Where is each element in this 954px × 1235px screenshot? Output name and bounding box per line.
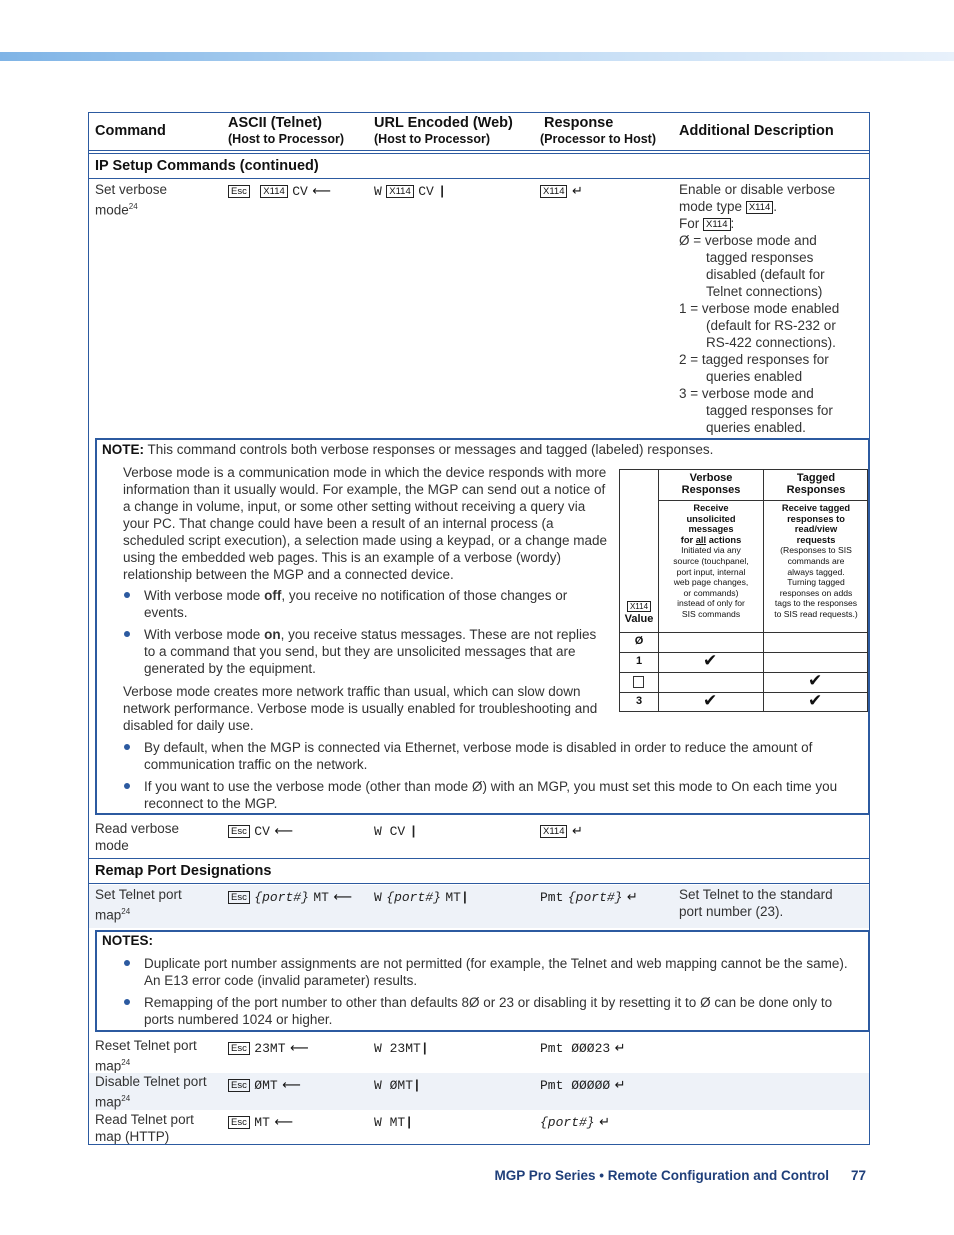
read-verbose-url: W CV | bbox=[374, 824, 418, 839]
esc-key: Esc bbox=[228, 185, 250, 198]
note-bullet-2: With verbose mode on, you receive status messages. These are not replies to a command that you send, but they are unsolicited messages that are generated by the equipment. bbox=[144, 627, 597, 676]
disable-telnet-url: W ØMT| bbox=[374, 1078, 421, 1093]
read-telnet-name: Read Telnet port map (HTTP) bbox=[95, 1112, 194, 1144]
read-telnet-response: {port#} ↵ bbox=[540, 1115, 610, 1130]
bullet bbox=[124, 631, 130, 637]
left-arrow-icon: ⟵ bbox=[274, 1115, 293, 1130]
return-arrow-icon: ↵ bbox=[614, 1078, 626, 1093]
notes-bullet-2: Remapping of the port number to other than defaults 8Ø or 23 or disabling it by resetting it to Ø can be done only to ports numbered 1024 or higher. bbox=[144, 995, 833, 1027]
col-response-sub: (Processor to Host) bbox=[540, 132, 656, 146]
header-divider-2 bbox=[89, 153, 869, 154]
read-telnet-url: W MT| bbox=[374, 1115, 414, 1130]
vt-value-header: X114 Value bbox=[624, 602, 654, 625]
col-url-sub: (Host to Processor) bbox=[374, 132, 490, 146]
notes-bullet-1: Duplicate port number assignments are not permitted (for example, the Telnet and web mapping cannot be the same). An E13 error code (invalid parameter) results. bbox=[144, 956, 848, 988]
reset-telnet-url: W 23MT| bbox=[374, 1041, 429, 1056]
bullet bbox=[124, 744, 130, 750]
vt-row-3: 3 bbox=[635, 695, 643, 707]
section-remap-title: Remap Port Designations bbox=[95, 863, 272, 879]
pipe-icon: | bbox=[413, 1078, 421, 1093]
note-bullet-4: If you want to use the verbose mode (other than mode Ø) with an MGP, you must set this mode to On each time you reconnect to the MGP. bbox=[144, 779, 838, 811]
return-arrow-icon: ↵ bbox=[571, 824, 583, 839]
col-ascii-sub: (Host to Processor) bbox=[228, 132, 344, 146]
disable-telnet-response: Pmt ØØØØØ ↵ bbox=[540, 1078, 626, 1093]
col-ascii: ASCII (Telnet) bbox=[228, 115, 322, 131]
note-bullet-1: With verbose mode off, you receive no notification of those changes or events. bbox=[144, 588, 568, 620]
vt-col-verbose: Verbose Responses bbox=[681, 472, 741, 496]
vt-tagged-desc: Receive tagged responses to read/view requests (Responses to SIS commands are always tagged. Turning tagged responses on adds tags to the responses to SIS read requests.) bbox=[774, 503, 858, 619]
set-telnet-url: W {port#} MT| bbox=[374, 890, 469, 905]
note-para1: Verbose mode is a communication mode in which the device responds with more information than it usually would. For example, the MGP can send out a notice of a change in volume, input, or some other setting without receiving a query via your PC. That change could have been a result of an internal process (a scheduled script execution), a selection made using a keypad, or a change made using the embedded web pages. This is an example of a verbose (wordy) relationship between the MGP and a connected device. bbox=[123, 465, 608, 582]
vt-verbose-desc: Receive unsolicited messages for all actions Initiated via any source (touchpanel, port input, internal web page changes, or commands) instead of only for SIS commands bbox=[673, 503, 749, 619]
col-url: URL Encoded (Web) bbox=[374, 115, 513, 131]
col-command: Command bbox=[95, 123, 166, 139]
left-arrow-icon: ⟵ bbox=[289, 1041, 309, 1056]
header-bar bbox=[0, 52, 954, 61]
left-arrow-icon: ⟵ bbox=[312, 184, 331, 199]
vt-col-tagged: Tagged Responses bbox=[786, 472, 846, 496]
reset-telnet-ascii: Esc 23MT ⟵ bbox=[228, 1039, 309, 1057]
set-verbose-desc: Enable or disable verbose mode type X114 . For X114 : Ø = verbose mode and tagged responses disabled (default for Telnet connections) 1 = verbose mode enabled (default for RS-232 or RS-422 connections). 2 = tagged responses for queries enabled 3 = verbose mode and tagged responses for queries enabled. bbox=[679, 182, 840, 435]
vt-row-1: 1 bbox=[635, 655, 643, 667]
disable-telnet-name: Disable Telnet port map$^{24}$ bbox=[95, 1074, 207, 1110]
left-arrow-icon: ⟵ bbox=[282, 1078, 301, 1093]
return-arrow-icon: ↵ bbox=[599, 1115, 610, 1130]
set-telnet-desc: Set Telnet to the standard port number (23). bbox=[679, 887, 833, 919]
return-arrow-icon: ↵ bbox=[626, 890, 638, 905]
note-bullet-3: By default, when the MGP is connected via Ethernet, verbose mode is disabled in order to reduce the amount of communication traffic on the network. bbox=[144, 740, 813, 772]
col-desc: Additional Description bbox=[679, 123, 834, 139]
section-ip-title: IP Setup Commands (continued) bbox=[95, 158, 319, 174]
bullet bbox=[124, 783, 130, 789]
set-verbose-ascii: Esc X114 CV ⟵ bbox=[228, 182, 331, 200]
set-telnet-name: Set Telnet port map$^{24}$ bbox=[95, 887, 182, 923]
note-para2: Verbose mode creates more network traffic than usual, which can slow down network performance. Verbose mode is usually enabled for troubleshooting and disabled for daily use. bbox=[123, 684, 598, 733]
pipe-icon: | bbox=[420, 1041, 429, 1056]
check-icon: ✔ bbox=[808, 691, 823, 711]
read-verbose-response: X114 ↵ bbox=[540, 822, 583, 840]
set-verbose-url: W X114 CV | bbox=[374, 184, 447, 199]
check-icon: ✔ bbox=[703, 691, 718, 711]
set-telnet-ascii: Esc {port#} MT ⟵ bbox=[228, 888, 352, 906]
read-verbose-name: Read verbose mode bbox=[95, 821, 180, 853]
return-arrow-icon: ↵ bbox=[571, 184, 583, 199]
disable-telnet-ascii: Esc ØMT ⟵ bbox=[228, 1076, 301, 1094]
vt-row-2-glyph bbox=[633, 676, 644, 688]
notes-label: NOTES: bbox=[102, 933, 154, 948]
set-verbose-response: X114 ↵ bbox=[540, 182, 583, 200]
bullet bbox=[124, 592, 130, 598]
bullet bbox=[124, 960, 130, 966]
set-telnet-response: Pmt {port#} ↵ bbox=[540, 890, 638, 905]
reset-telnet-response: Pmt ØØØ23 ↵ bbox=[540, 1041, 626, 1056]
page-footer: MGP Pro Series • Remote Configuration and Control 77 bbox=[494, 1168, 866, 1183]
section-divider bbox=[89, 178, 869, 179]
page-number: 77 bbox=[850, 1168, 866, 1183]
read-telnet-ascii: Esc MT ⟵ bbox=[228, 1113, 293, 1131]
header-divider bbox=[89, 150, 869, 151]
check-icon: ✔ bbox=[703, 651, 718, 671]
pipe-icon: | bbox=[460, 890, 469, 905]
set-verbose-name: Set verbose mode$^{24}$ bbox=[95, 182, 168, 218]
vt-row-0: Ø bbox=[634, 635, 644, 647]
bullet bbox=[124, 999, 130, 1005]
pipe-icon: | bbox=[409, 824, 418, 839]
check-icon: ✔ bbox=[808, 671, 823, 691]
left-arrow-icon: ⟵ bbox=[274, 824, 293, 839]
pipe-icon: | bbox=[438, 184, 447, 199]
left-arrow-icon: ⟵ bbox=[333, 890, 353, 905]
return-arrow-icon: ↵ bbox=[614, 1041, 626, 1056]
read-verbose-ascii: Esc CV ⟵ bbox=[228, 822, 293, 840]
note-header: NOTE: This command controls both verbose responses or messages and tagged (labeled) responses. bbox=[102, 442, 714, 457]
reset-telnet-name: Reset Telnet port map$^{24}$ bbox=[95, 1038, 197, 1074]
col-response: Response bbox=[544, 115, 614, 131]
x114-key: X114 bbox=[260, 185, 287, 198]
pipe-icon: | bbox=[405, 1115, 414, 1130]
